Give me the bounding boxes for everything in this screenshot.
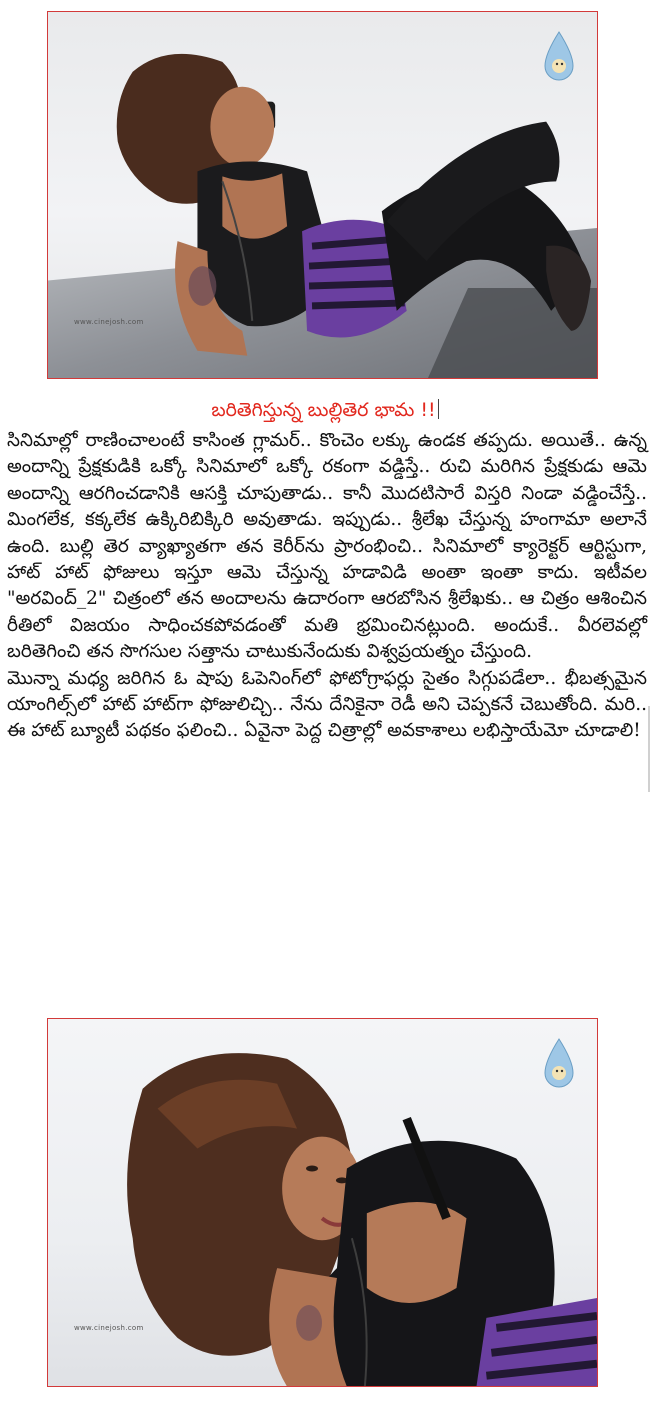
- cinejosh-logo-icon: [539, 1037, 579, 1091]
- text-cursor: [438, 399, 439, 419]
- article-body: [7, 428, 647, 745]
- article-photo-top: [47, 11, 598, 379]
- article-paragraph-2: మొన్నా మధ్య జరిగిన ఓ షాపు ఓపెనింగ్‌లో ఫోటోగ్రాఫర్లు సైతం సిగ్గుపడేలా.. భీబత్సమైన యాంగిల్స్‌లో హాట్ హాట్‌గా ఫోజులిచ్చి.. నేను దేనికైనా రెడీ అని చెప్పకనే చెబుతోంది. మరి.. ఈ హాట్ బ్యూటీ పథకం ఫలించి.. ఏవైనా పెద్ద చిత్రాల్లో అవకాశాలు లభిస్తాయేమో చూడాలి!: [7, 667, 647, 742]
- article-photo-bottom: [47, 1018, 598, 1387]
- site-watermark-text: www.cinejosh.com: [74, 318, 144, 326]
- site-watermark-text: www.cinejosh.com: [74, 1324, 144, 1332]
- headline-text: బరితెగిస్తున్న బుల్లితెర భామ !!: [211, 399, 436, 421]
- article-headline: [0, 398, 650, 422]
- cinejosh-logo-icon: [539, 30, 579, 84]
- article-paragraph-1: సినిమాల్లో రాణించాలంటే కాసింత గ్లామర్.. కొంచెం లక్కు ఉండక తప్పదు. అయితే.. ఉన్న అందాన్ని ప్రేక్షకుడికి ఒక్కో సినిమాలో ఒక్కో రకంగా వడ్డిస్తే.. రుచి మరిగిన ప్రేక్షకుడు ఆమె అందాన్ని ఆరగించడానికి ఆసక్తి చూపుతాడు.. కానీ మొదటిసారే విస్తరి నిండా వడ్డించేస్తే.. మింగలేక, కక్కలేక ఉక్కిరిబిక్కిరి అవుతాడు. ఇప్పుడు.. శ్రీలేఖ చేస్తున్న హంగామా అలానే ఉంది. బుల్లి తెర వ్యాఖ్యాతగా తన కెరీర్‌ను ప్రారంభించి.. సినిమాలో క్యారెక్టర్ ఆర్టిస్టుగా, హాట్ హాట్ ఫోజులు ఇస్తూ ఆమె చేస్తున్న హడావిడి అంతా ఇంతా కాదు. ఇటీవల "అరవింద్_2" చిత్రంలో తన అందాలను ఉదారంగా ఆరబోసిన శ్రీలేఖకు.. ఆ చిత్రం ఆశించిన రీతిలో విజయం సాధించకపోవడంతో మతి భ్రమించినట్లుంది. అందుకే.. వీరలెవల్లో బరితెగించి తన సొగసుల సత్తాను చాటుకునేందుకు విశ్వప్రయత్నం చేస్తుంది.: [7, 430, 647, 663]
